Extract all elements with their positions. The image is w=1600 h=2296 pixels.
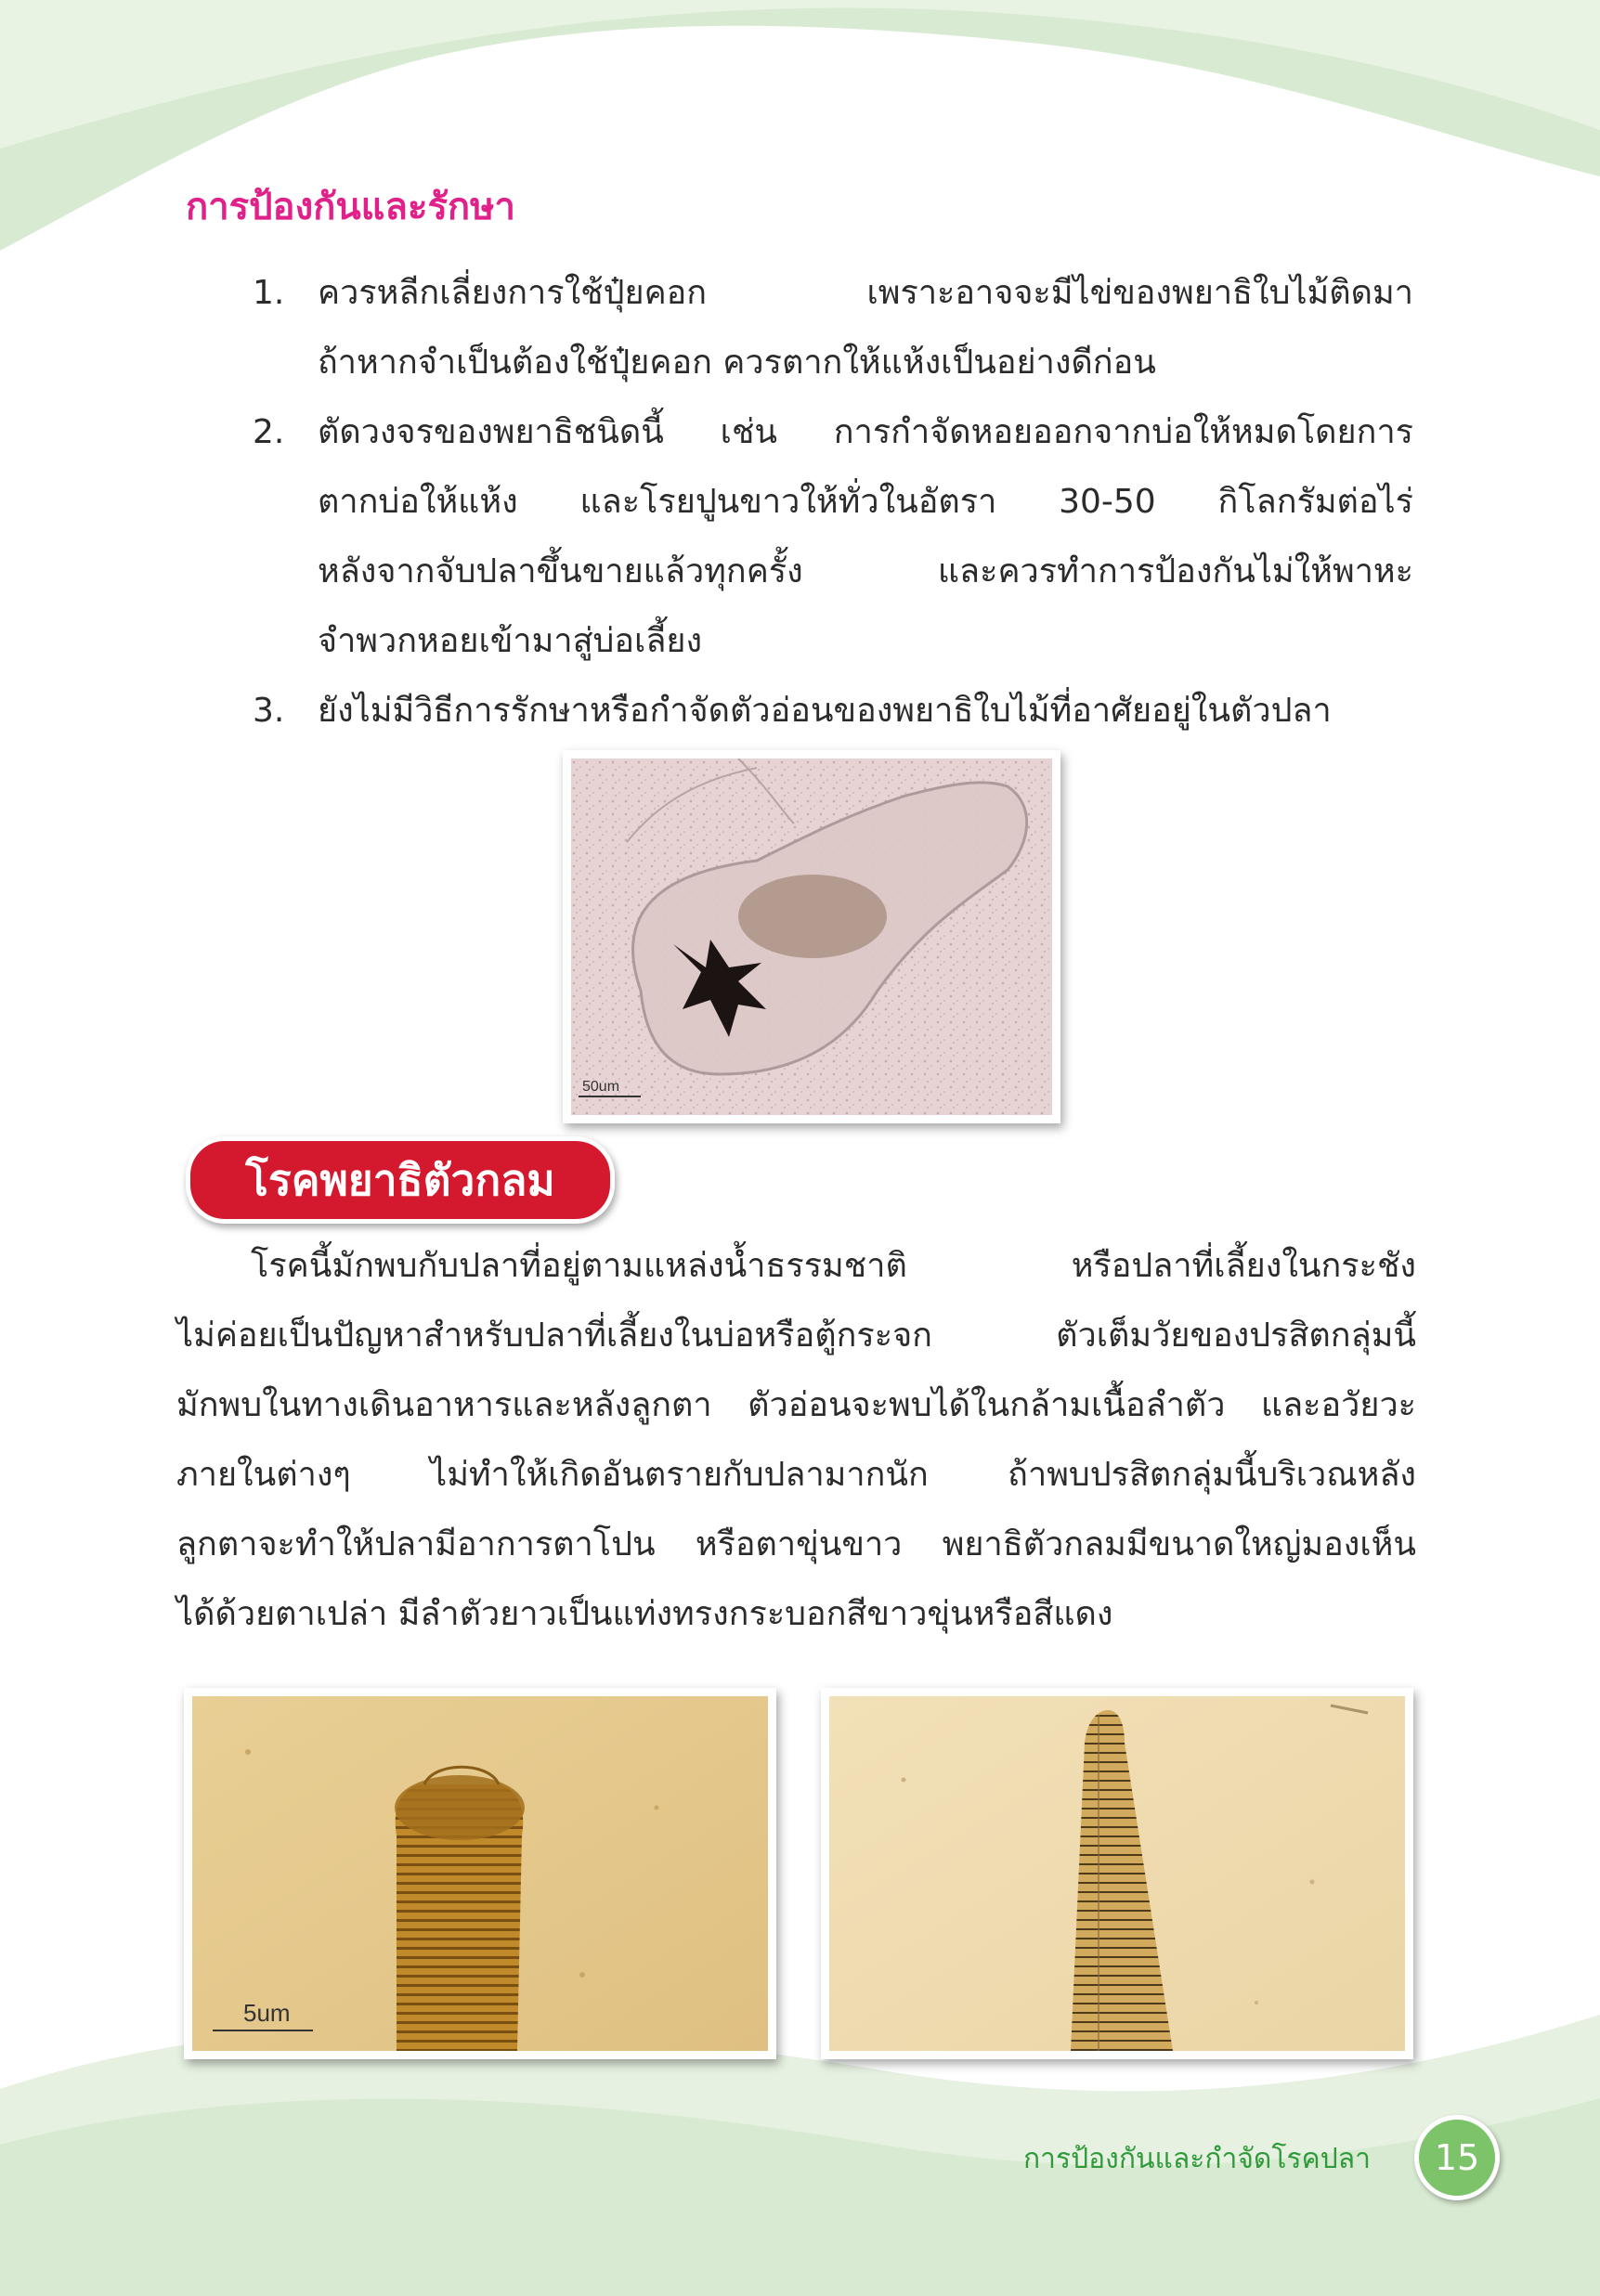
list-line: หลังจากจับปลาขึ้นขายแล้วทุกครั้ง และควรทำการป้องกันไม่ให้พาหะ [318,552,1413,590]
page-number: 15 [1414,2115,1500,2200]
list-number: 2. [253,413,285,451]
paragraph-line: ลูกตาจะทำให้ปลามีอาการตาโปน หรือตาขุ่นขาว พยาธิตัวกลมมีขนาดใหญ่มองเห็น [176,1525,1416,1563]
prevention-list [243,258,1413,746]
nematode-head-micrograph [184,1688,776,2059]
disease-paragraph [176,1231,1416,1649]
list-line: ตัดวงจรของพยาธิชนิดนี้ เช่น การกำจัดหอยออกจากบ่อให้หมดโดยการ [318,413,1413,451]
book-title-footer: การป้องกันและกำจัดโรคปลา [1023,2143,1371,2175]
paragraph-line: ภายในต่างๆ ไม่ทำให้เกิดอันตรายกับปลามากนัก ถ้าพบปรสิตกลุ่มนี้บริเวณหลัง [176,1456,1416,1494]
paragraph-line: มักพบในทางเดินอาหารและหลังลูกตา ตัวอ่อนจะพบได้ในกล้ามเนื้อลำตัว และอวัยวะ [176,1386,1416,1424]
list-line: จำพวกหอยเข้ามาสู่บ่อเลี้ยง [318,622,703,660]
list-line: ตากบ่อให้แห้ง และโรยปูนขาวให้ทั่วในอัตรา 30-50 กิโลกรัมต่อไร่ [318,483,1413,521]
disease-title-pill: โรคพยาธิตัวกลม [186,1136,615,1224]
list-number: 1. [253,274,285,312]
paragraph-line: ได้ด้วยตาเปล่า มีลำตัวยาวเป็นแท่งทรงกระบอกสีขาวขุ่นหรือสีแดง [176,1595,1113,1633]
list-number: 3. [253,692,285,730]
list-item [243,676,1413,746]
paragraph-line: โรคนี้มักพบกับปลาที่อยู่ตามแหล่งน้ำธรรมชาติ หรือปลาที่เลี้ยงในกระชัง [251,1247,1416,1285]
nematode-body-micrograph [821,1688,1413,2059]
list-line: ควรหลีกเลี่ยงการใช้ปุ๋ยคอก เพราะอาจจะมีไข่ของพยาธิใบไม้ติดมา [318,274,1413,312]
paragraph-line: ไม่ค่อยเป็นปัญหาสำหรับปลาที่เลี้ยงในบ่อหรือตู้กระจก ตัวเต็มวัยของปรสิตกลุ่มนี้ [176,1317,1416,1355]
list-line: ถ้าหากจำเป็นต้องใช้ปุ๋ยคอก ควรตากให้แห้งเป็นอย่างดีก่อน [318,344,1156,382]
list-item [243,258,1413,397]
list-line: ยังไม่มีวิธีการรักษาหรือกำจัดตัวอ่อนของพยาธิใบไม้ที่อาศัยอยู่ในตัวปลา [318,692,1332,730]
fluke-scale-label: 50um [582,1079,620,1095]
nematode-scale-label: 5um [243,1999,291,2027]
list-item [243,397,1413,676]
fluke-micrograph [563,750,1060,1123]
section-heading: การป้องกันและรักษา [186,186,515,228]
